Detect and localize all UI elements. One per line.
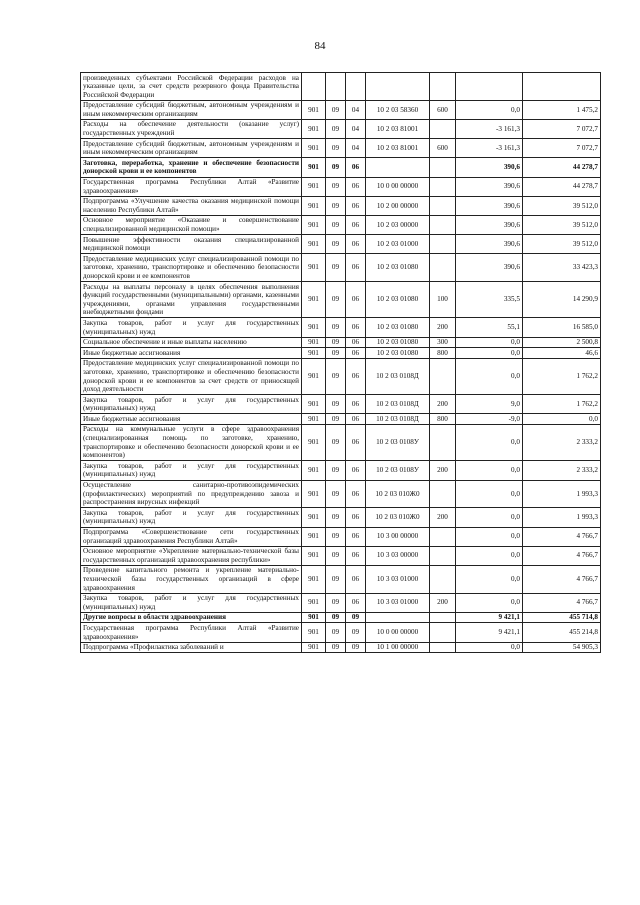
row-change-amount-cell: 0,0 xyxy=(456,461,523,480)
row-subsection-cell: 06 xyxy=(346,348,366,359)
row-subsection-cell: 06 xyxy=(346,508,366,527)
row-name-cell: Основное мероприятие «Укрепление материально-технической базы государственных организаций здравоохранения республики» xyxy=(81,546,302,565)
row-change-amount-cell: 0,0 xyxy=(456,593,523,612)
row-name-cell: Иные бюджетные ассигнования xyxy=(81,348,302,359)
row-name-cell: Проведение капитального ремонта и укрепление материально-технической базы государственных организаций в сфере здравоохранения xyxy=(81,565,302,593)
row-target-article-cell: 10 3 03 00000 xyxy=(366,546,430,565)
row-section-cell: 09 xyxy=(326,139,346,158)
row-target-article-cell: 10 2 03 01080 xyxy=(366,254,430,282)
row-name-cell: Расходы на обеспечение деятельности (оказание услуг) государственных учреждений xyxy=(81,119,302,138)
row-admin-code-cell: 901 xyxy=(302,527,326,546)
row-subsection-cell: 06 xyxy=(346,414,366,425)
row-expense-type-cell xyxy=(430,196,456,215)
row-section-cell: 09 xyxy=(326,337,346,348)
row-name-cell: Предоставление медицинских услуг специализированной помощи по заготовке, хранению, транспортировке и обеспечению безопасности донорской крови и ее компонентов за счет средств от приносящей доход деятельности xyxy=(81,358,302,394)
row-expense-type-cell xyxy=(430,480,456,508)
row-target-article-cell: 10 1 00 00000 xyxy=(366,642,430,653)
table-row xyxy=(81,177,601,196)
page-number: 84 xyxy=(314,40,326,52)
row-change-amount-cell: 390,6 xyxy=(456,235,523,254)
row-section-cell: 09 xyxy=(326,235,346,254)
row-subsection-cell: 06 xyxy=(346,318,366,337)
row-total-amount-cell: 4 766,7 xyxy=(523,565,601,593)
row-subsection-cell: 06 xyxy=(346,565,366,593)
row-admin-code-cell: 901 xyxy=(302,337,326,348)
row-admin-code-cell: 901 xyxy=(302,461,326,480)
row-change-amount-cell: 390,6 xyxy=(456,254,523,282)
row-expense-type-cell xyxy=(430,546,456,565)
row-expense-type-cell xyxy=(430,424,456,460)
row-change-amount-cell: 390,6 xyxy=(456,196,523,215)
table-row xyxy=(81,337,601,348)
row-name-cell: Подпрограмма «Профилактика заболеваний и xyxy=(81,642,302,653)
budget-table xyxy=(80,72,601,653)
row-subsection-cell: 06 xyxy=(346,461,366,480)
row-name-cell: Основное мероприятие «Оказание и совершенствование специализированной медицинской помощи» xyxy=(81,215,302,234)
row-subsection-cell: 06 xyxy=(346,235,366,254)
row-target-article-cell: 10 2 03 0108Д xyxy=(366,414,430,425)
row-admin-code-cell: 901 xyxy=(302,642,326,653)
row-admin-code-cell: 901 xyxy=(302,546,326,565)
row-change-amount-cell: 0,0 xyxy=(456,358,523,394)
row-change-amount-cell: 335,5 xyxy=(456,282,523,318)
row-admin-code-cell: 901 xyxy=(302,318,326,337)
row-target-article-cell: 10 2 03 01080 xyxy=(366,348,430,359)
row-name-cell: Иные бюджетные ассигнования xyxy=(81,414,302,425)
table-row xyxy=(81,612,601,623)
row-subsection-cell: 09 xyxy=(346,642,366,653)
row-total-amount-cell: 2 500,8 xyxy=(523,337,601,348)
row-name-cell: Подпрограмма «Совершенствование сети государственных организаций здравоохранения Республики Алтай» xyxy=(81,527,302,546)
row-expense-type-cell: 200 xyxy=(430,461,456,480)
row-name-cell: Закупка товаров, работ и услуг для государственных (муниципальных) нужд xyxy=(81,318,302,337)
row-admin-code-cell: 901 xyxy=(302,282,326,318)
row-target-article-cell: 10 2 03 01080 xyxy=(366,282,430,318)
table-row xyxy=(81,480,601,508)
row-subsection-cell xyxy=(346,73,366,101)
row-expense-type-cell: 200 xyxy=(430,508,456,527)
row-section-cell: 09 xyxy=(326,254,346,282)
row-change-amount-cell: -9,0 xyxy=(456,414,523,425)
row-section-cell: 09 xyxy=(326,461,346,480)
row-target-article-cell xyxy=(366,73,430,101)
row-target-article-cell: 10 2 03 81001 xyxy=(366,119,430,138)
row-subsection-cell: 06 xyxy=(346,480,366,508)
row-total-amount-cell: 1 475,2 xyxy=(523,100,601,119)
row-name-cell: Повышение эффективности оказания специализированной медицинской помощи xyxy=(81,235,302,254)
row-total-amount-cell: 16 585,0 xyxy=(523,318,601,337)
row-admin-code-cell: 901 xyxy=(302,235,326,254)
row-total-amount-cell: 39 512,0 xyxy=(523,215,601,234)
row-total-amount-cell: 14 290,9 xyxy=(523,282,601,318)
row-name-cell: Другие вопросы в области здравоохранения xyxy=(81,612,302,623)
row-section-cell: 09 xyxy=(326,546,346,565)
row-change-amount-cell: 0,0 xyxy=(456,565,523,593)
table-body xyxy=(81,73,601,653)
row-name-cell: Предоставление субсидий бюджетным, автономным учреждениям и иным некоммерческим организациям xyxy=(81,139,302,158)
row-subsection-cell: 06 xyxy=(346,254,366,282)
row-total-amount-cell: 7 072,7 xyxy=(523,139,601,158)
table-row xyxy=(81,348,601,359)
row-subsection-cell: 06 xyxy=(346,282,366,318)
row-change-amount-cell: 0,0 xyxy=(456,337,523,348)
table-row xyxy=(81,508,601,527)
row-total-amount-cell: 44 278,7 xyxy=(523,158,601,177)
row-admin-code-cell: 901 xyxy=(302,424,326,460)
row-total-amount-cell: 7 072,7 xyxy=(523,119,601,138)
row-admin-code-cell: 901 xyxy=(302,158,326,177)
row-section-cell: 09 xyxy=(326,100,346,119)
row-name-cell: Закупка товаров, работ и услуг для государственных (муниципальных) нужд xyxy=(81,461,302,480)
row-total-amount-cell: 54 905,3 xyxy=(523,642,601,653)
row-total-amount-cell: 39 512,0 xyxy=(523,196,601,215)
row-target-article-cell: 10 0 00 00000 xyxy=(366,177,430,196)
row-admin-code-cell: 901 xyxy=(302,348,326,359)
row-section-cell: 09 xyxy=(326,395,346,414)
row-subsection-cell: 09 xyxy=(346,612,366,623)
row-change-amount-cell: -3 161,3 xyxy=(456,119,523,138)
row-name-cell: Закупка товаров, работ и услуг для государственных (муниципальных) нужд xyxy=(81,395,302,414)
row-name-cell: Предоставление субсидий бюджетным, автономным учреждениям и иным некоммерческим организациям xyxy=(81,100,302,119)
row-total-amount-cell: 1 993,3 xyxy=(523,480,601,508)
row-name-cell: Государственная программа Республики Алтай «Развитие здравоохранения» xyxy=(81,177,302,196)
row-section-cell: 09 xyxy=(326,215,346,234)
row-section-cell: 09 xyxy=(326,642,346,653)
row-subsection-cell: 06 xyxy=(346,215,366,234)
row-total-amount-cell: 455 714,8 xyxy=(523,612,601,623)
row-section-cell: 09 xyxy=(326,358,346,394)
row-expense-type-cell xyxy=(430,215,456,234)
row-expense-type-cell xyxy=(430,642,456,653)
row-change-amount-cell: 0,0 xyxy=(456,480,523,508)
row-target-article-cell: 10 2 03 01080 xyxy=(366,318,430,337)
table-row xyxy=(81,565,601,593)
row-section-cell: 09 xyxy=(326,565,346,593)
row-admin-code-cell: 901 xyxy=(302,612,326,623)
row-admin-code-cell: 901 xyxy=(302,139,326,158)
row-target-article-cell: 10 2 03 010Ж0 xyxy=(366,508,430,527)
row-expense-type-cell: 600 xyxy=(430,100,456,119)
row-target-article-cell xyxy=(366,158,430,177)
row-total-amount-cell: 44 278,7 xyxy=(523,177,601,196)
row-admin-code-cell: 901 xyxy=(302,119,326,138)
row-change-amount-cell: 0,0 xyxy=(456,424,523,460)
table-row xyxy=(81,139,601,158)
table-row xyxy=(81,119,601,138)
row-change-amount-cell: -3 161,3 xyxy=(456,139,523,158)
row-change-amount-cell: 0,0 xyxy=(456,100,523,119)
table-row xyxy=(81,215,601,234)
row-admin-code-cell: 901 xyxy=(302,177,326,196)
row-total-amount-cell: 2 333,2 xyxy=(523,424,601,460)
row-target-article-cell: 10 3 03 01000 xyxy=(366,593,430,612)
row-expense-type-cell: 100 xyxy=(430,282,456,318)
row-change-amount-cell: 0,0 xyxy=(456,348,523,359)
row-expense-type-cell xyxy=(430,177,456,196)
row-target-article-cell: 10 2 00 00000 xyxy=(366,196,430,215)
table-row xyxy=(81,100,601,119)
row-total-amount-cell: 4 766,7 xyxy=(523,593,601,612)
row-subsection-cell: 04 xyxy=(346,139,366,158)
row-change-amount-cell: 9,0 xyxy=(456,395,523,414)
row-subsection-cell: 06 xyxy=(346,424,366,460)
row-total-amount-cell: 1 993,3 xyxy=(523,508,601,527)
table-row xyxy=(81,395,601,414)
row-expense-type-cell: 200 xyxy=(430,318,456,337)
table-row xyxy=(81,642,601,653)
table-row xyxy=(81,73,601,101)
row-name-cell: Осуществление санитарно-противоэпидемических (профилактических) мероприятий по предупреждению завоза и распространения вирусных инфекций xyxy=(81,480,302,508)
table-row xyxy=(81,461,601,480)
row-name-cell: Расходы на выплаты персоналу в целях обеспечения выполнения функций государственными (муниципальными) органами, казенными учреждениями, органами управления государственными внебюджетными фондами xyxy=(81,282,302,318)
row-change-amount-cell: 0,0 xyxy=(456,508,523,527)
row-admin-code-cell: 901 xyxy=(302,254,326,282)
row-subsection-cell: 06 xyxy=(346,196,366,215)
row-name-cell: Подпрограмма «Улучшение качества оказания медицинской помощи населению Республики Алтай» xyxy=(81,196,302,215)
row-section-cell: 09 xyxy=(326,177,346,196)
row-name-cell: произведенных субъектами Российской Федерации расходов на указанные цели, за счет средств резервного фонда Правительства Российской Федерации xyxy=(81,73,302,101)
row-section-cell: 09 xyxy=(326,196,346,215)
row-total-amount-cell: 455 214,8 xyxy=(523,623,601,642)
row-name-cell: Заготовка, переработка, хранение и обеспечение безопасности донорской крови и ее компонентов xyxy=(81,158,302,177)
row-total-amount-cell xyxy=(523,73,601,101)
row-admin-code-cell: 901 xyxy=(302,508,326,527)
row-name-cell: Государственная программа Республики Алтай «Развитие здравоохранения» xyxy=(81,623,302,642)
row-expense-type-cell: 600 xyxy=(430,139,456,158)
row-subsection-cell: 06 xyxy=(346,337,366,348)
row-name-cell: Закупка товаров, работ и услуг для государственных (муниципальных) нужд xyxy=(81,508,302,527)
row-subsection-cell: 06 xyxy=(346,158,366,177)
row-target-article-cell: 10 2 03 0108У xyxy=(366,461,430,480)
row-change-amount-cell: 0,0 xyxy=(456,527,523,546)
row-section-cell: 09 xyxy=(326,119,346,138)
row-change-amount-cell: 390,6 xyxy=(456,177,523,196)
row-target-article-cell: 10 2 03 0108Д xyxy=(366,395,430,414)
row-section-cell: 09 xyxy=(326,527,346,546)
row-section-cell: 09 xyxy=(326,508,346,527)
row-section-cell: 09 xyxy=(326,623,346,642)
row-total-amount-cell: 33 423,3 xyxy=(523,254,601,282)
row-expense-type-cell: 300 xyxy=(430,337,456,348)
row-total-amount-cell: 46,6 xyxy=(523,348,601,359)
table-row xyxy=(81,235,601,254)
row-expense-type-cell xyxy=(430,254,456,282)
row-expense-type-cell xyxy=(430,527,456,546)
table-row xyxy=(81,282,601,318)
row-expense-type-cell xyxy=(430,158,456,177)
row-expense-type-cell xyxy=(430,623,456,642)
row-subsection-cell: 06 xyxy=(346,177,366,196)
row-total-amount-cell: 2 333,2 xyxy=(523,461,601,480)
row-target-article-cell: 10 0 00 00000 xyxy=(366,623,430,642)
row-expense-type-cell xyxy=(430,565,456,593)
row-expense-type-cell xyxy=(430,73,456,101)
row-section-cell xyxy=(326,73,346,101)
row-name-cell: Расходы на коммунальные услуги в сфере здравоохранения (специализированная помощь по заготовке, хранению, транспортировке и обеспечению безопасности донорской крови и ее компонентов) xyxy=(81,424,302,460)
row-change-amount-cell: 390,6 xyxy=(456,215,523,234)
row-total-amount-cell: 39 512,0 xyxy=(523,235,601,254)
row-target-article-cell: 10 2 03 0108Д xyxy=(366,358,430,394)
table-row xyxy=(81,196,601,215)
table-row xyxy=(81,414,601,425)
row-expense-type-cell: 200 xyxy=(430,395,456,414)
row-expense-type-cell: 800 xyxy=(430,414,456,425)
row-admin-code-cell: 901 xyxy=(302,480,326,508)
table-row xyxy=(81,318,601,337)
row-total-amount-cell: 4 766,7 xyxy=(523,546,601,565)
row-admin-code-cell: 901 xyxy=(302,215,326,234)
table-row xyxy=(81,527,601,546)
row-total-amount-cell: 0,0 xyxy=(523,414,601,425)
row-section-cell: 09 xyxy=(326,612,346,623)
row-admin-code-cell: 901 xyxy=(302,593,326,612)
row-target-article-cell xyxy=(366,612,430,623)
table-row xyxy=(81,593,601,612)
row-admin-code-cell xyxy=(302,73,326,101)
row-subsection-cell: 06 xyxy=(346,527,366,546)
table-row xyxy=(81,424,601,460)
row-section-cell: 09 xyxy=(326,480,346,508)
row-target-article-cell: 10 2 03 01000 xyxy=(366,235,430,254)
row-admin-code-cell: 901 xyxy=(302,395,326,414)
row-admin-code-cell: 901 xyxy=(302,196,326,215)
row-admin-code-cell: 901 xyxy=(302,100,326,119)
row-expense-type-cell: 800 xyxy=(430,348,456,359)
row-name-cell: Предоставление медицинских услуг специализированной помощи по заготовке, хранению, транспортировке и обеспечению безопасности донорской крови и ее компонентов xyxy=(81,254,302,282)
row-change-amount-cell: 9 421,1 xyxy=(456,623,523,642)
row-change-amount-cell: 0,0 xyxy=(456,546,523,565)
row-admin-code-cell: 901 xyxy=(302,565,326,593)
row-target-article-cell: 10 3 03 01000 xyxy=(366,565,430,593)
row-total-amount-cell: 4 766,7 xyxy=(523,527,601,546)
row-expense-type-cell xyxy=(430,612,456,623)
row-subsection-cell: 04 xyxy=(346,100,366,119)
row-expense-type-cell xyxy=(430,119,456,138)
row-name-cell: Закупка товаров, работ и услуг для государственных (муниципальных) нужд xyxy=(81,593,302,612)
row-target-article-cell: 10 2 03 010Ж0 xyxy=(366,480,430,508)
row-change-amount-cell: 55,1 xyxy=(456,318,523,337)
row-target-article-cell: 10 2 03 58360 xyxy=(366,100,430,119)
row-change-amount-cell: 9 421,1 xyxy=(456,612,523,623)
row-subsection-cell: 06 xyxy=(346,395,366,414)
row-total-amount-cell: 1 762,2 xyxy=(523,395,601,414)
row-subsection-cell: 09 xyxy=(346,623,366,642)
row-target-article-cell: 10 2 03 01080 xyxy=(366,337,430,348)
row-section-cell: 09 xyxy=(326,318,346,337)
row-expense-type-cell: 200 xyxy=(430,593,456,612)
row-change-amount-cell: 390,6 xyxy=(456,158,523,177)
row-target-article-cell: 10 3 00 00000 xyxy=(366,527,430,546)
row-admin-code-cell: 901 xyxy=(302,414,326,425)
table-row xyxy=(81,623,601,642)
row-subsection-cell: 06 xyxy=(346,593,366,612)
table-row xyxy=(81,254,601,282)
row-admin-code-cell: 901 xyxy=(302,623,326,642)
row-section-cell: 09 xyxy=(326,348,346,359)
row-target-article-cell: 10 2 03 81001 xyxy=(366,139,430,158)
row-target-article-cell: 10 2 03 00000 xyxy=(366,215,430,234)
row-subsection-cell: 06 xyxy=(346,546,366,565)
table-row xyxy=(81,546,601,565)
row-section-cell: 09 xyxy=(326,593,346,612)
table-row xyxy=(81,158,601,177)
table-row xyxy=(81,358,601,394)
row-subsection-cell: 04 xyxy=(346,119,366,138)
row-admin-code-cell: 901 xyxy=(302,358,326,394)
row-section-cell: 09 xyxy=(326,424,346,460)
row-section-cell: 09 xyxy=(326,158,346,177)
row-expense-type-cell xyxy=(430,235,456,254)
row-expense-type-cell xyxy=(430,358,456,394)
row-subsection-cell: 06 xyxy=(346,358,366,394)
row-name-cell: Социальное обеспечение и иные выплаты населению xyxy=(81,337,302,348)
row-target-article-cell: 10 2 03 0108У xyxy=(366,424,430,460)
row-change-amount-cell xyxy=(456,73,523,101)
row-section-cell: 09 xyxy=(326,282,346,318)
row-section-cell: 09 xyxy=(326,414,346,425)
row-total-amount-cell: 1 762,2 xyxy=(523,358,601,394)
row-change-amount-cell: 0,0 xyxy=(456,642,523,653)
